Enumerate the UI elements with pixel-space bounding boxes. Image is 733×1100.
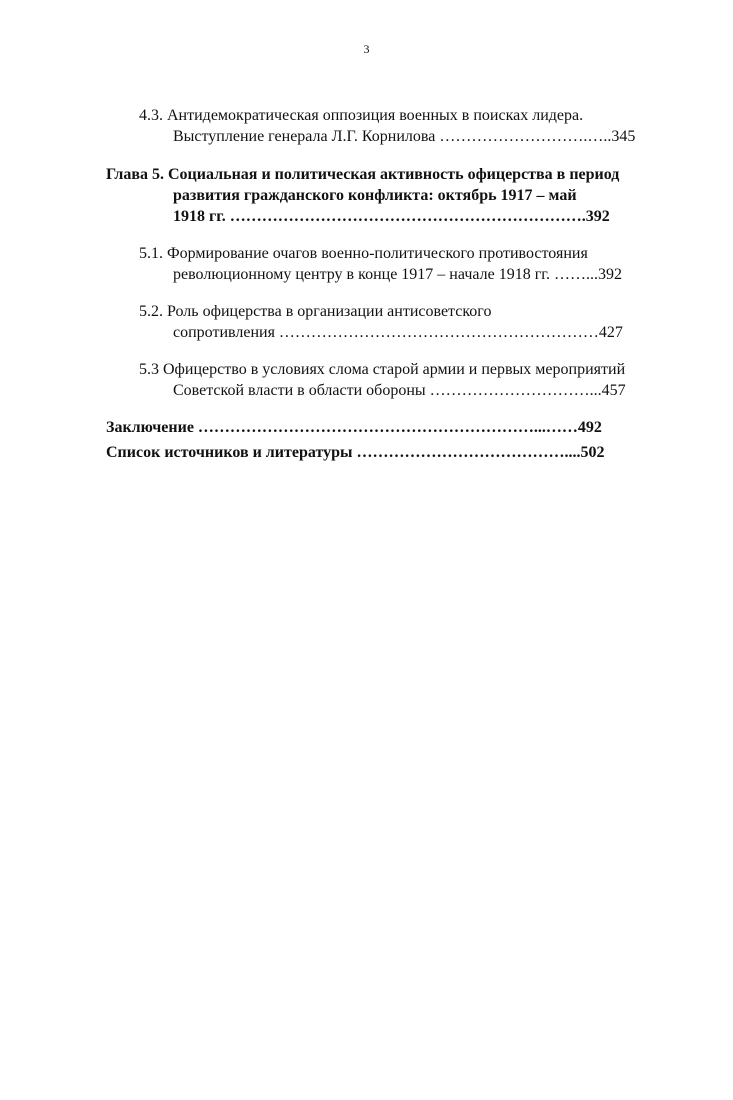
toc-entry-line: 4.3. Антидемократическая оппозиция военных в поисках лидера. [139,107,584,124]
toc-conclusion: Заключение ………………………………………………………...……492 [106,419,602,436]
toc-sources: Список источников и литературы …………………………………....502 [106,444,605,461]
toc-entry-line: революционному центру в конце 1917 – начале 1918 гг. ……...392 [173,266,623,283]
toc-entry-line: 5.1. Формирование очагов военно-политического противостояния [139,245,588,262]
toc-entry-line: сопротивления ……………………………………………………427 [173,324,623,341]
toc-entry-line: Советской власти в области обороны …………………………...457 [173,382,626,399]
toc-entry-line: 5.2. Роль офицерства в организации антисоветского [139,303,492,320]
toc-entry-line: Выступление генерала Л.Г. Корнилова ……………………….…..345 [173,128,636,145]
toc-chapter-line: развития гражданского конфликта: октябрь 1917 – май [173,187,577,204]
toc-chapter-line: Глава 5. Социальная и политическая активность офицерства в период [106,166,620,183]
page-number: 3 [363,42,370,56]
toc-chapter-line: 1918 гг. ………………………………………………………….392 [173,208,610,225]
toc-entry-line: 5.3 Офицерство в условиях слома старой армии и первых мероприятий [139,361,626,378]
